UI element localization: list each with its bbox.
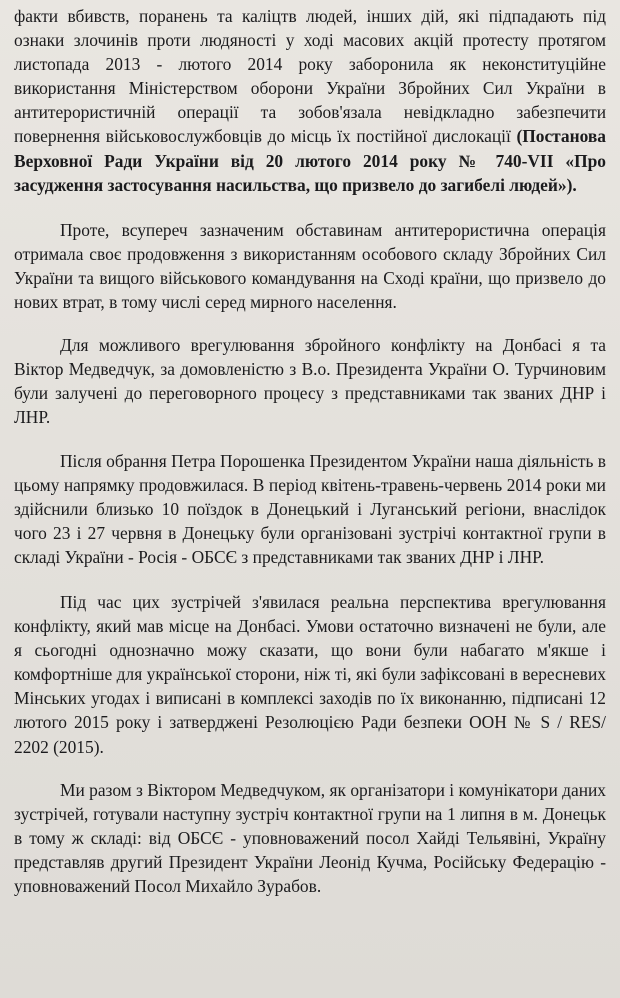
paragraph-resolution	[14, 4, 606, 197]
paragraph-settlement-perspective: Під час цих зустрічей з'явилася реальна перспектива врегулювання конфлікту, який мав місце на Донбасі. Умови остаточно визначені не були, але я сьогодні однозначно можу сказати, що вони були набагато м'якше і комфортніше для української сторони, ніж ті, які були зафіксовані в вересневих Мінських угодах і виписані в комплексі заходів по їх виконанню, підписані 12 лютого 2015 року і затверджені Резолюцією Ради безпеки ООН № S / RES/ 2202 (2015).	[14, 591, 606, 757]
paragraph-poroshenko-period: Після обрання Петра Порошенка Президентом України наша діяльність в цьому напрямку продовжилася. В період квітень-травень-червень 2014 роки ми здійснили близько 10 поїздок в Донецький і Луганський регіони, внаслідок чого 23 і 27 червня в Донецьку були організовані зустрічі контактної групи в складі України - Росія - ОБСЄ з представниками так званих ДНР і ЛНР.	[14, 450, 606, 567]
paragraph-contact-group-meeting: Ми разом з Віктором Медведчуком, як організатори і комунікатори даних зустрічей, готували наступну зустріч контактної групи на 1 липня в м. Донецьк в тому ж складі: від ОБСЄ - уповноважений посол Хайді Тельявіні, Україну представляв другий Президент України Леонід Кучма, Російську Федерацію - уповноважений Посол Михайло Зурабов.	[14, 779, 606, 896]
resolution-citation: (Постанова Верховної Ради України від 20 лютого 2014 року № 740-VII «Про засудження застосування насильства, що призвело до загибелі людей»).	[14, 126, 606, 195]
paragraph-ato-continuation: Проте, всупереч зазначеним обставинам антитерористична операція отримала своє продовження з використанням особового складу Збройних Сил України та вищого військового командування на Сході країни, що призвело до нових втрат, в тому числі серед мирного населення.	[14, 219, 606, 313]
paragraph-resolution-text: факти вбивств, поранень та каліцтв людей, інших дій, які підпадають під ознаки злочинів проти людяності у ході масових акцій протесту протягом листопада 2013 - лютого 2014 року заборонила як неконституційне використання Міністерством оборони України Збройних Сил України в антитерористичній операції та зобов'язала невідкладно забезпечити повернення військовослужбовців до місць їх постійної дислокації	[14, 6, 606, 147]
document-page	[14, 4, 606, 898]
paragraph-negotiation-process: Для можливого врегулювання збройного конфлікту на Донбасі я та Віктор Медведчук, за домовленістю з В.о. Президента України О. Турчиновим були залучені до переговорного процесу з представниками так званих ДНР і ЛНР.	[14, 335, 606, 428]
